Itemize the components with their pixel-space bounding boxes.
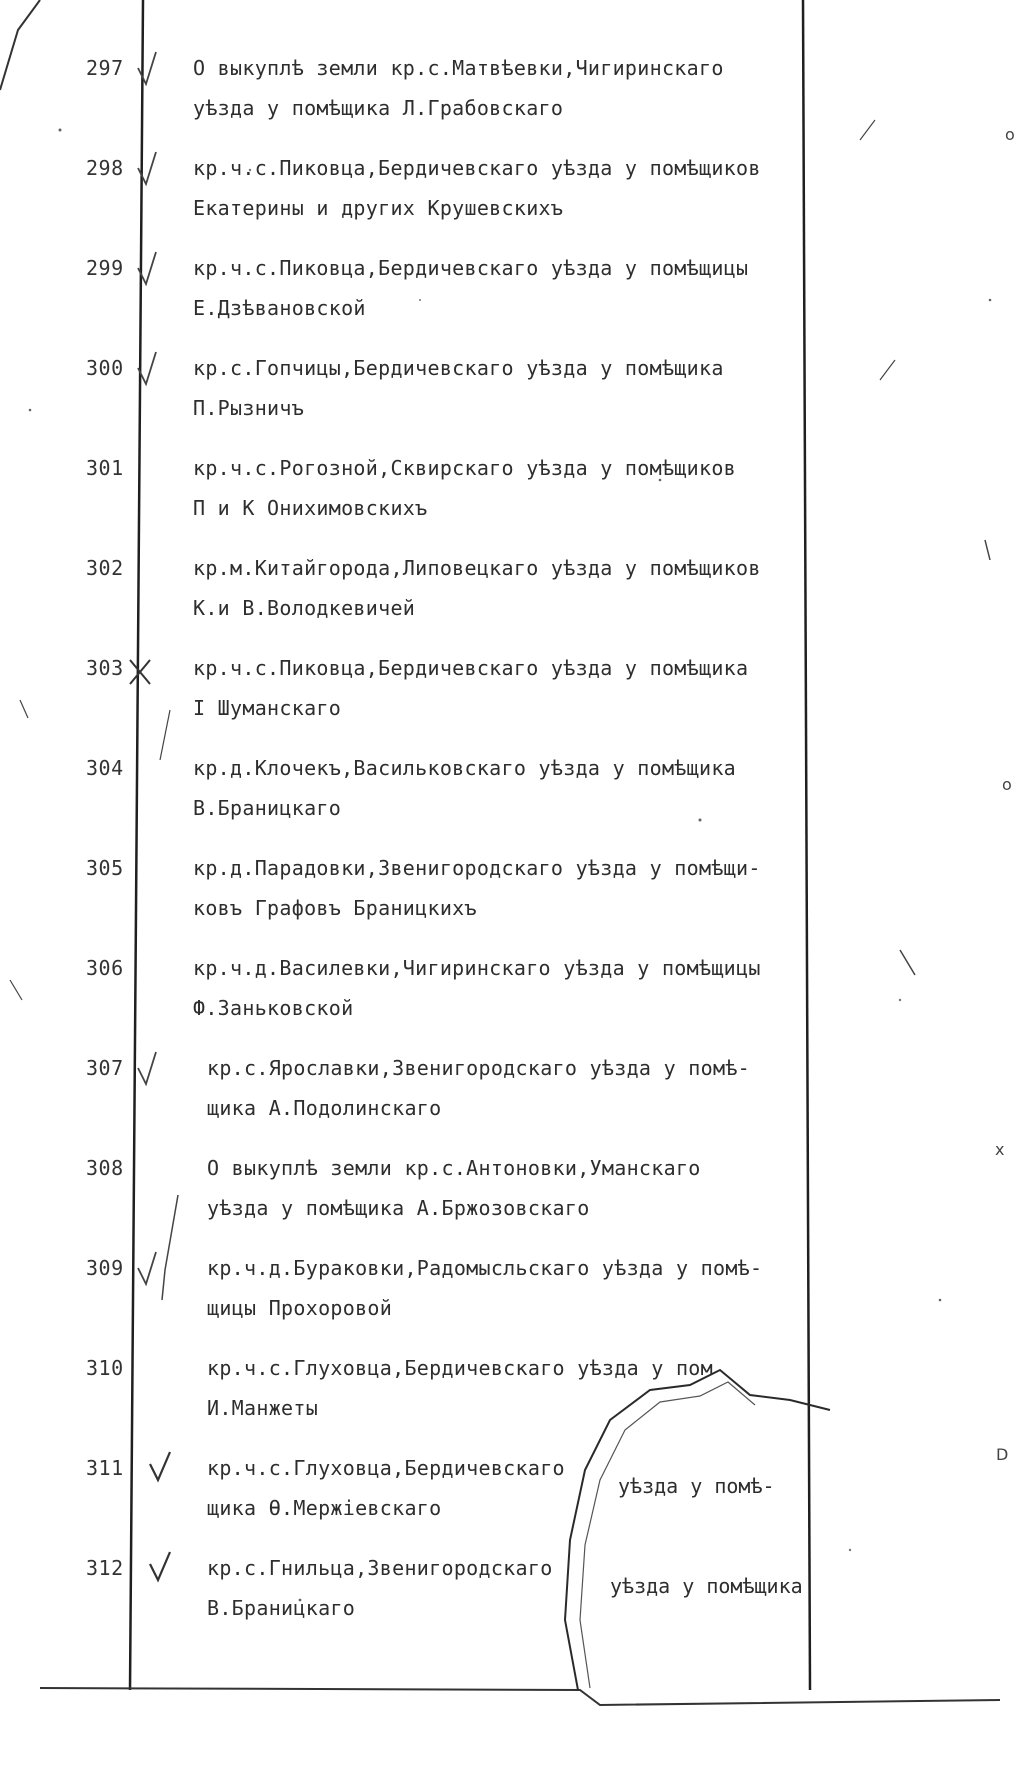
entry-text-line-2: П.Рызничъ <box>193 396 305 420</box>
entry-number: 303 <box>86 656 124 680</box>
entry-text-line-1: кр.ч.с.Глуховца,Бердичевскаго <box>207 1456 565 1480</box>
entry-number: 309 <box>86 1256 124 1280</box>
entry-text-line-1: кр.д.Парадовки,Звенигородскаго уѣзда у помѣщи- <box>193 856 761 880</box>
entry-number: 298 <box>86 156 124 180</box>
ledger-entry-299 <box>0 250 1024 346</box>
entry-text-line-1: О выкуплѣ земли кр.с.Матвѣевки,Чигиринскаго <box>193 56 724 80</box>
bottom-edge <box>40 1688 1000 1705</box>
entry-number: 310 <box>86 1356 124 1380</box>
ledger-entry-302 <box>0 550 1024 646</box>
svg-text:x: x <box>995 1140 1005 1159</box>
torn-fragment-text: уѣзда у помѣ- <box>618 1474 775 1498</box>
entry-text-line-2: уѣзда у помѣщика А.Бржозовскаго <box>207 1196 590 1220</box>
entry-number: 306 <box>86 956 124 980</box>
svg-text:o: o <box>1005 125 1015 144</box>
entry-text-line-2: В.Браницкаго <box>193 796 342 820</box>
ledger-entry-311 <box>0 1450 1024 1546</box>
entry-number: 311 <box>86 1456 124 1480</box>
cross-mark-icon <box>126 654 156 694</box>
entry-text-line-1: кр.ч.с.Глуховца,Бердичевскаго уѣзда у пом <box>207 1356 713 1380</box>
ledger-entry-304 <box>0 750 1024 846</box>
entry-text-line-2: Екатерины и других Крушевскихъ <box>193 196 564 220</box>
entry-text-line-1: О выкуплѣ земли кр.с.Антоновки,Уманскаго <box>207 1156 701 1180</box>
entry-number: 307 <box>86 1056 124 1080</box>
entry-number: 302 <box>86 556 124 580</box>
svg-text:D: D <box>996 1445 1009 1464</box>
entry-text-line-1: кр.ч.с.Пиковца,Бердичевскаго уѣзда у помѣщицы <box>193 256 749 280</box>
entry-text-line-2: И.Манжеты <box>207 1396 319 1420</box>
pencil-check-mark-icon <box>134 1250 164 1290</box>
pencil-check-mark-icon <box>134 150 164 190</box>
entry-text-line-1: кр.с.Ярославки,Звенигородскаго уѣзда у помѣ- <box>207 1056 751 1080</box>
ledger-entry-297 <box>0 50 1024 146</box>
entry-text-line-1: кр.с.Гопчицы,Бердичевскаго уѣзда у помѣщика <box>193 356 724 380</box>
entry-text-line-1: кр.д.Клочекъ,Васильковскаго уѣзда у помѣщика <box>193 756 737 780</box>
ledger-entry-308 <box>0 1150 1024 1246</box>
pencil-check-mark-icon <box>146 1550 176 1590</box>
pencil-check-mark-icon <box>134 50 164 90</box>
entry-text-line-1: кр.ч.с.Пиковца,Бердичевскаго уѣзда у помѣщиков <box>193 156 761 180</box>
entry-text-line-1: кр.ч.с.Рогозной,Сквирскаго уѣзда у помѣщиков <box>193 456 737 480</box>
entry-text-line-2: Ф.Заньковской <box>193 996 354 1020</box>
entry-text-line-2: В.Браницкаго <box>207 1596 356 1620</box>
pencil-check-mark-icon <box>134 250 164 290</box>
entry-text-line-2: щицы Прохоровой <box>207 1296 393 1320</box>
entry-text-line-2: щика Ѳ.Мержіевскаго <box>207 1496 442 1520</box>
entry-text-line-2: уѣзда у помѣщика Л.Грабовскаго <box>193 96 564 120</box>
entry-text-line-2: І Шуманскаго <box>193 696 342 720</box>
ledger-entry-298 <box>0 150 1024 246</box>
entry-text-line-2: щика А.Подолинскаго <box>207 1096 442 1120</box>
entry-text-line-1: кр.ч.с.Пиковца,Бердичевскаго уѣзда у помѣщика <box>193 656 749 680</box>
entry-text-line-2: ковъ Графовъ Браницкихъ <box>193 896 477 920</box>
pencil-check-mark-icon <box>134 350 164 390</box>
ledger-entry-303 <box>0 650 1024 746</box>
entry-number: 304 <box>86 756 124 780</box>
entry-number: 308 <box>86 1156 124 1180</box>
entry-text-line-2: Е.Дзѣвановской <box>193 296 366 320</box>
entry-number: 299 <box>86 256 124 280</box>
entry-text-line-2: К.и В.Володкевичей <box>193 596 416 620</box>
entry-number: 301 <box>86 456 124 480</box>
ledger-entry-309 <box>0 1250 1024 1346</box>
ledger-entry-306 <box>0 950 1024 1046</box>
ledger-entry-312 <box>0 1550 1024 1646</box>
ledger-entry-307 <box>0 1050 1024 1146</box>
entry-text-line-1: кр.ч.д.Бураковки,Радомысльскаго уѣзда у помѣ- <box>207 1256 763 1280</box>
svg-text:o: o <box>1002 775 1012 794</box>
entry-text-line-1: кр.ч.д.Василевки,Чигиринскаго уѣзда у помѣщицы <box>193 956 761 980</box>
entry-text-line-2: П и К Онихимовскихъ <box>193 496 428 520</box>
entry-number: 312 <box>86 1556 124 1580</box>
ledger-entry-305 <box>0 850 1024 946</box>
ledger-entry-300 <box>0 350 1024 446</box>
entry-text-line-1: кр.м.Китайгорода,Липовецкаго уѣзда у помѣщиков <box>193 556 761 580</box>
entry-number: 305 <box>86 856 124 880</box>
torn-fragment-text: уѣзда у помѣщика <box>610 1574 803 1598</box>
entry-text-line-1: кр.с.Гнильца,Звенигородскаго <box>207 1556 553 1580</box>
pencil-check-mark-icon <box>134 1050 164 1090</box>
ledger-entry-310 <box>0 1350 1024 1446</box>
pencil-check-mark-icon <box>146 1450 176 1490</box>
entry-number: 297 <box>86 56 124 80</box>
entry-number: 300 <box>86 356 124 380</box>
ledger-entry-301 <box>0 450 1024 546</box>
